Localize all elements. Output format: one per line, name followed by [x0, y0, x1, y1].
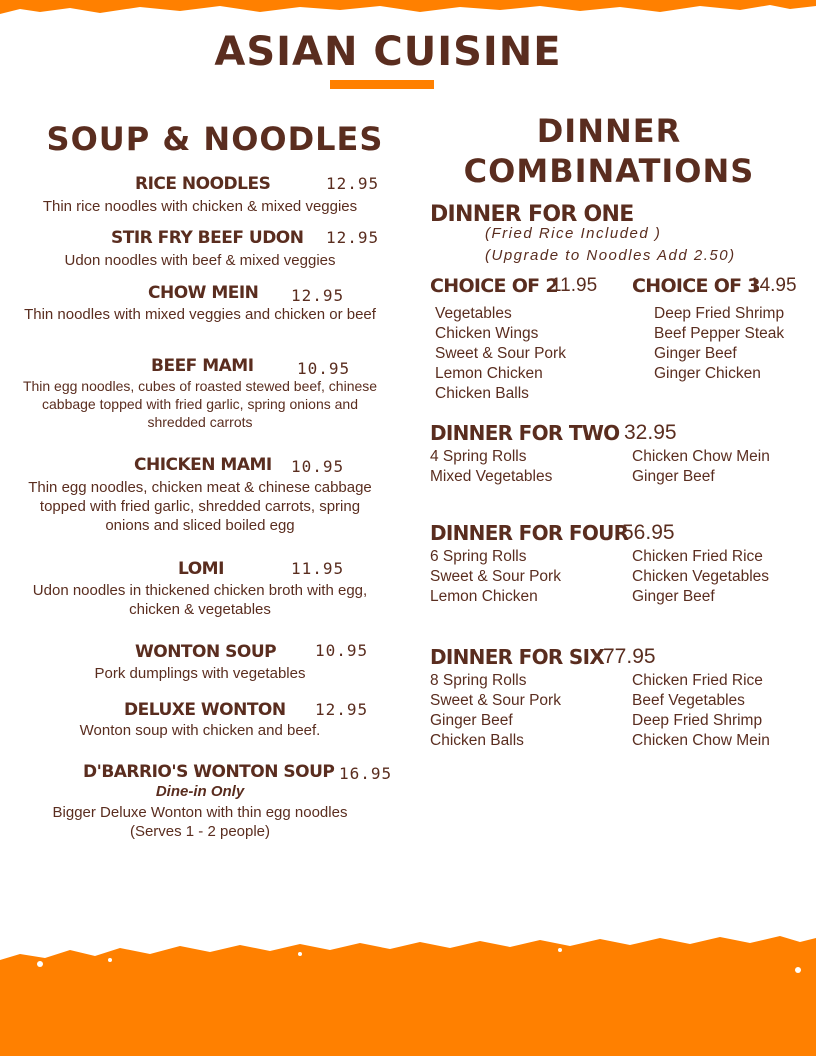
list-item: Chicken Vegetables	[632, 568, 770, 585]
title-underline	[330, 80, 434, 89]
list-item: Ginger Beef	[632, 588, 715, 605]
list-item: Sweet & Sour Pork	[430, 692, 561, 709]
list-item: Chicken Wings	[435, 325, 539, 342]
list-item: Lemon Chicken	[430, 588, 538, 605]
page-title: ASIAN CUISINE	[214, 29, 562, 75]
list-item: Vegetables	[435, 305, 512, 322]
list-item: Chicken Balls	[435, 385, 529, 402]
list-item: 4 Spring Rolls	[430, 448, 527, 465]
dinner-for-four-price: 56.95	[622, 521, 675, 544]
list-item: Chicken Chow Mein	[632, 732, 770, 749]
choice-of-3-price: 14.95	[749, 275, 797, 296]
dinner-for-six-left-list	[430, 671, 561, 751]
dinner-for-two-price: 32.95	[624, 421, 677, 444]
list-item: Chicken Fried Rice	[632, 672, 763, 689]
list-item: Chicken Balls	[430, 732, 524, 749]
dinner-for-two-right-list	[632, 447, 770, 487]
list-item: Deep Fried Shrimp	[654, 305, 785, 322]
choice-of-3-label: CHOICE OF 3	[632, 275, 760, 297]
dish-name: D'BARRIO'S WONTON SOUP	[83, 762, 335, 782]
dish-description: Bigger Deluxe Wonton with thin egg noodles	[52, 804, 348, 821]
list-item: Ginger Chicken	[654, 365, 761, 382]
dinner-for-four-left-list	[430, 547, 561, 607]
dish-name: BEEF MAMI	[151, 356, 254, 376]
dish-description: Pork dumplings with vegetables	[94, 665, 306, 682]
soup-noodles-heading: SOUP & NOODLES	[46, 120, 384, 158]
dish-description: Thin egg noodles, chicken meat & chinese cabbage topped with fried garlic, shredded carrots, spring onions and sliced boiled egg	[28, 479, 372, 534]
dine-in-note: Dine-in Only	[155, 783, 245, 800]
dish-price: 16.95	[339, 764, 393, 783]
dish-price: 12.95	[315, 700, 369, 719]
dish-price: 12.95	[326, 228, 380, 247]
dish-name: DELUXE WONTON	[124, 700, 286, 720]
choice-of-2-label: CHOICE OF 2	[430, 275, 558, 297]
list-item: Ginger Beef	[654, 345, 737, 362]
list-item: Beef Pepper Steak	[654, 325, 785, 342]
dish-name: STIR FRY BEEF UDON	[111, 228, 304, 248]
list-item: Mixed Vegetables	[430, 468, 553, 485]
bottom-torn-band	[0, 930, 816, 1056]
dinner-for-four-right-list	[632, 547, 769, 607]
dinner-for-six-price: 77.95	[603, 645, 656, 668]
fried-rice-note: (Fried Rice Included )	[485, 225, 662, 242]
choice-of-2-list	[435, 304, 566, 404]
dinner-heading: COMBINATIONS	[463, 152, 755, 190]
list-item: Sweet & Sour Pork	[430, 568, 561, 585]
dish-description: (Serves 1 - 2 people)	[129, 823, 271, 840]
dish-price: 10.95	[291, 457, 345, 476]
dinner-for-one-title: DINNER FOR ONE	[430, 202, 634, 227]
dish-name: CHOW MEIN	[148, 283, 259, 303]
list-item: Chicken Fried Rice	[632, 548, 763, 565]
list-item: Sweet & Sour Pork	[435, 345, 566, 362]
list-item: Deep Fried Shrimp	[632, 712, 763, 729]
dish-price: 12.95	[326, 174, 380, 193]
dinner-for-four-title: DINNER FOR FOUR	[430, 521, 629, 545]
dish-name: WONTON SOUP	[135, 642, 277, 662]
upgrade-note: (Upgrade to Noodles Add 2.50)	[485, 247, 736, 264]
dish-description: Wonton soup with chicken and beef.	[79, 722, 321, 739]
dish-name: RICE NOODLES	[135, 174, 271, 194]
dinner-for-six-title: DINNER FOR SIX	[430, 645, 605, 669]
dish-description: Thin noodles with mixed veggies and chicken or beef	[24, 306, 376, 323]
dish-description: Thin rice noodles with chicken & mixed veggies	[42, 198, 358, 215]
dinner-for-two-left-list	[430, 447, 552, 487]
dinner-for-two-title: DINNER FOR TWO	[430, 421, 620, 445]
dish-price: 10.95	[297, 359, 351, 378]
dish-name: LOMI	[178, 559, 224, 579]
list-item: Ginger Beef	[632, 468, 715, 485]
dinner-for-six-right-list	[632, 671, 770, 751]
list-item: 8 Spring Rolls	[430, 672, 527, 689]
dinner-heading: DINNER	[536, 112, 682, 150]
choice-of-3-list	[654, 304, 784, 384]
top-torn-edge	[0, 0, 816, 20]
list-item: Beef Vegetables	[632, 692, 745, 709]
dish-name: CHICKEN MAMI	[134, 455, 272, 475]
dish-price: 10.95	[315, 641, 369, 660]
choice-of-2-price: 11.95	[551, 275, 598, 296]
list-item: Ginger Beef	[430, 712, 513, 729]
list-item: 6 Spring Rolls	[430, 548, 527, 565]
list-item: Lemon Chicken	[435, 365, 543, 382]
dish-description: Thin egg noodles, cubes of roasted stewed beef, chinese cabbage topped with fried garlic, spring onions and shredded carrots	[22, 378, 378, 430]
list-item: Chicken Chow Mein	[632, 448, 770, 465]
dish-price: 12.95	[291, 286, 345, 305]
dish-description: Udon noodles with beef & mixed veggies	[64, 252, 336, 269]
dish-description: Udon noodles in thickened chicken broth with egg, chicken & vegetables	[32, 582, 368, 618]
dish-price: 11.95	[291, 559, 345, 578]
